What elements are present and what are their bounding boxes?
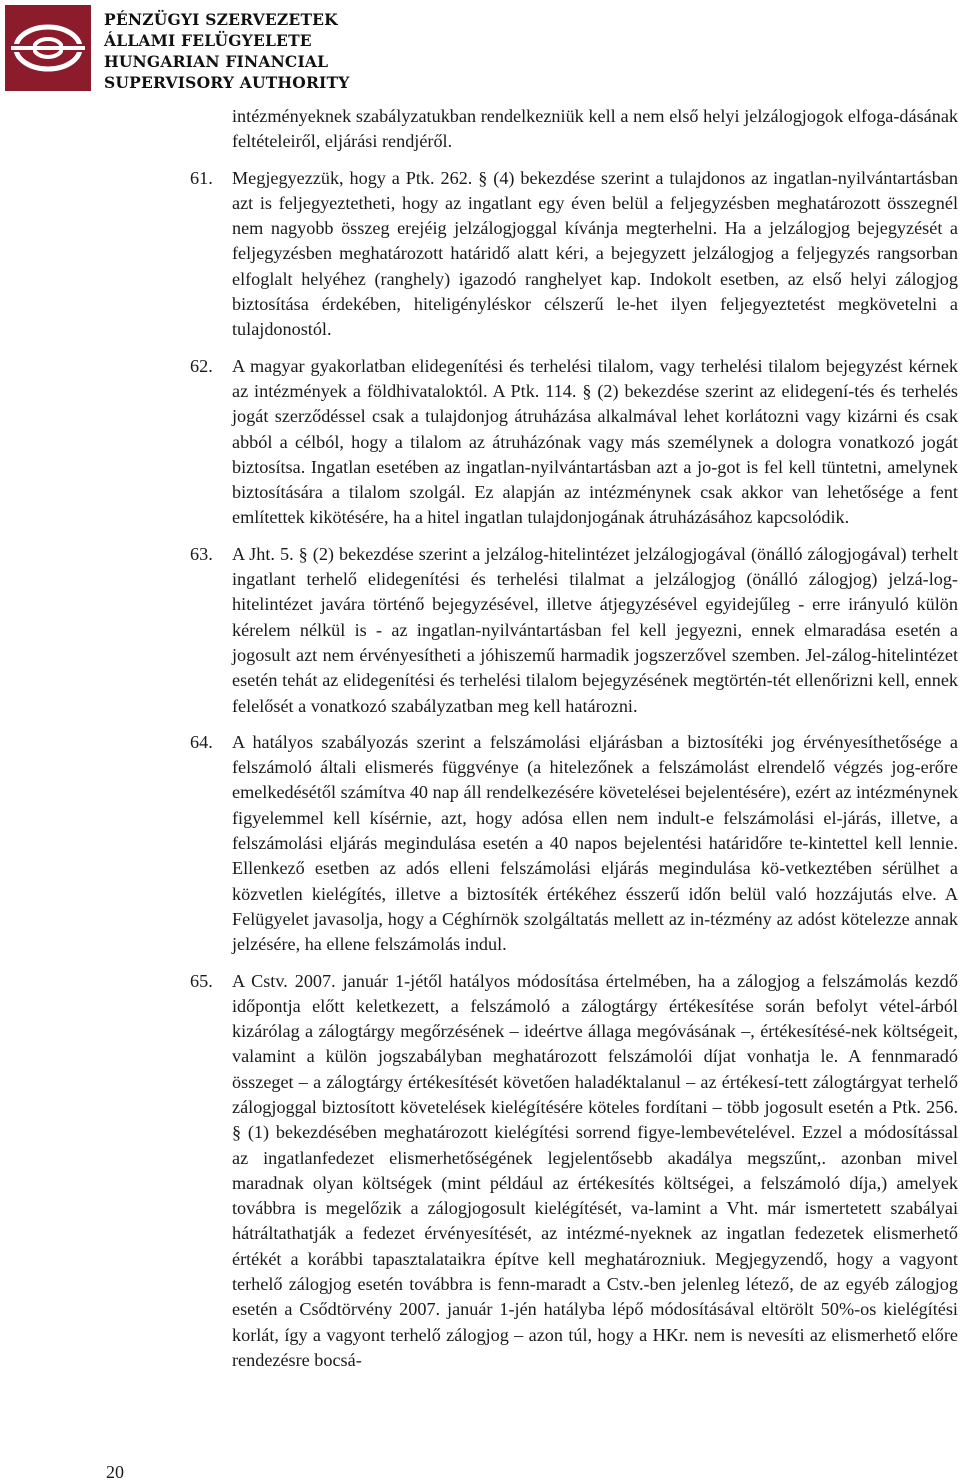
- org-name-line-3: HUNGARIAN FINANCIAL: [104, 52, 329, 71]
- paragraph-text: A hatályos szabályozás szerint a felszámolási eljárásban a biztosítéki jog érvényesíthetősége a felszámoló általi elismerés függvénye (a hitelezőnek a felszámolást elrendelő végzés jog-erőre emelkedésétől számítva 40 nap áll rendelkezésére követelései bejelentésére), ezért az intézménynek figyelemmel kell kísérnie, azt, hogy adósa ellen nem indult-e felszámolási el-járás, illetve, a felszámolási eljárás megindulása esetén a 40 napos bejelentési határidőre te-kintettel kell lennie. Ellenkező esetben az adós elleni felszámolási eljárás megindulása kö-vetkeztében sérülhet a közvetlen kielégítés, illetve a biztosíték értékéhez ésszerű időn belül való hozzájutás elve. A Felügyelet javasolja, hogy a Céghírnök szolgáltatás mellett az in-tézmény az adóst kötelezze annak jelzésére, ha ellene felszámolás indul.: [232, 731, 958, 955]
- paragraph-number: 65.: [190, 970, 213, 991]
- org-name-line-2: ÁLLAMI FELÜGYELETE: [104, 31, 312, 50]
- paragraph-continuation: [190, 104, 958, 155]
- paragraph-64: [190, 730, 958, 958]
- paragraph-number: 64.: [190, 731, 213, 752]
- organization-name: [104, 9, 350, 93]
- paragraph-62: [190, 354, 958, 531]
- page-header: [5, 5, 350, 91]
- document-body: [190, 104, 958, 1384]
- paragraph-65: [190, 969, 958, 1374]
- paragraph-text: A Cstv. 2007. január 1-jétől hatályos módosítása értelmében, ha a zálogjog a felszámolás kezdő időpontja előtt keletkezett, a felszámoló a zálogtárgy értékesítése során befolyt vétel-árból kizárólag a zálogtárgy megőrzésének – ideértve állaga megóvásának –, értékesítésé-nek költségeit, valamint a külön jogszabályban meghatározott felszámolói díjat vonhatja le. A fennmaradó összeget – a zálogtárgy értékesítését követően haladéktalanul – az értékesí-tett zálogtárgyat terhelő zálogjoggal biztosított követelések kielégítésére köteles fordítani – több jogosult esetén a Ptk. 256. § (1) bekezdésében meghatározott kielégítési sorrend figye-lembevételével. Ezzel a módosítással az ingatlanfedezet elismerhetőségének legjelentősebb akadálya megszűnt,. azonban mivel maradnak olyan költségek (mint például az értékesítés költségei, a felszámoló díja,) amelyek továbbra is megelőzik a zálogjogosult kielégítését, va-lamint a Vht. már ismertetett szabályai hátráltathatják a fedezet érvényesítését, az intézmé-nyeknek az ingatlan fedezetek elismerhető értékét a korábbi tapasztalataikra építve kell meghatározniuk. Megjegyzendő, hogy a vagyont terhelő zálogjog esetén továbbra is fenn-maradt a Cstv.-ben jelenleg létező, de az egyéb zálogjog esetén a Csődtörvény 2007. január 1-jén hatályba lépő módosításával eltörölt 50%-os kielégítési korlát, így a vagyont terhelő zálogjog – azon túl, hogy a HKr. nem is nevesíti az elismerhető előre rendezésre bocsá-: [232, 970, 958, 1370]
- org-name-line-1: PÉNZÜGYI SZERVEZETEK: [104, 10, 338, 29]
- org-name-line-4: SUPERVISORY AUTHORITY: [104, 73, 350, 92]
- paragraph-61: [190, 166, 958, 343]
- paragraph-text: A Jht. 5. § (2) bekezdése szerint a jelzálog-hitelintézet jelzálogjogával (önálló zálogjogával) terhelt ingatlant terhelő elidegenítési és terhelési tilalmat a jelzálogjog (önálló zálogjog) jelzá-log-hitelintézet javára történő bejegyzésével, illetve átjegyzésével egyidejűleg - erre irányuló külön kérelem nélkül is - az ingatlan-nyilvántartásban fel kell jegyezni, ennek elmaradása esetén a jogosult azt nem érvényesítheti a jóhiszemű harmadik jogszerzővel szemben. Jel-zálog-hitelintézet esetén tehát az elidegenítési és terhelési tilalom bejegyzésének megtörtén-tét ellenőrizni kell, ennek felelősét a vonatkozó szabályzatban meg kell határozni.: [232, 543, 958, 716]
- paragraph-text: intézményeknek szabályzatukban rendelkezniük kell a nem első helyi jelzálogjogok elfoga-dásának feltételeiről, eljárási rendjéről.: [232, 106, 958, 152]
- page-number: 20: [106, 1462, 124, 1482]
- paragraph-number: 63.: [190, 543, 213, 564]
- authority-logo-icon: [5, 5, 91, 91]
- paragraph-number: 62.: [190, 355, 213, 376]
- paragraph-63: [190, 542, 958, 719]
- paragraph-text: A magyar gyakorlatban elidegenítési és terhelési tilalom, vagy terhelési tilalom bejegyzést kérnek az intézmények a földhivataloktól. A Ptk. 114. § (2) bekezdése szerint az elidegení-tés és terhelés jogát szerződéssel csak a tulajdonjog átruházása alkalmával lehet korlátozni vagy kizárni és csak abból a célból, hogy a tilalom az átruházónak vagy más személynek a dologra vonatkozó jogát biztosítsa. Ingatlan esetében az ingatlan-nyilvántartásban azt a jo-got is fel kell tüntetni, amelynek biztosítására a tilalom szolgál. Ez alapján az intézménynek csak akkor van lehetősége a fent említettek kikötésére, ha a hitel ingatlan tulajdonjogának átruházásához kapcsolódik.: [232, 355, 958, 528]
- paragraph-number: 61.: [190, 167, 213, 188]
- paragraph-text: Megjegyezzük, hogy a Ptk. 262. § (4) bekezdése szerint a tulajdonos az ingatlan-nyilvántartásban azt is feljegyeztetheti, hogy az ingatlant egy éven belül a feljegyzésben meghatározott összegnél nem nagyobb összeg erejéig jelzálogjoggal kívánja megterhelni. Ha a jelzálogjog bejegyzését a feljegyzésben meghatározott határidő alatt kéri, a bejegyzett jelzálogjog a feljegyzés rangsorban elfoglalt helyéhez (ranghely) igazodó ranghelyet kap. Indokolt esetben, az első helyi zálogjog biztosítása érdekében, hiteligényléskor célszerű le-het ilyen feljegyeztetést megkövetelni a tulajdonostól.: [232, 167, 958, 340]
